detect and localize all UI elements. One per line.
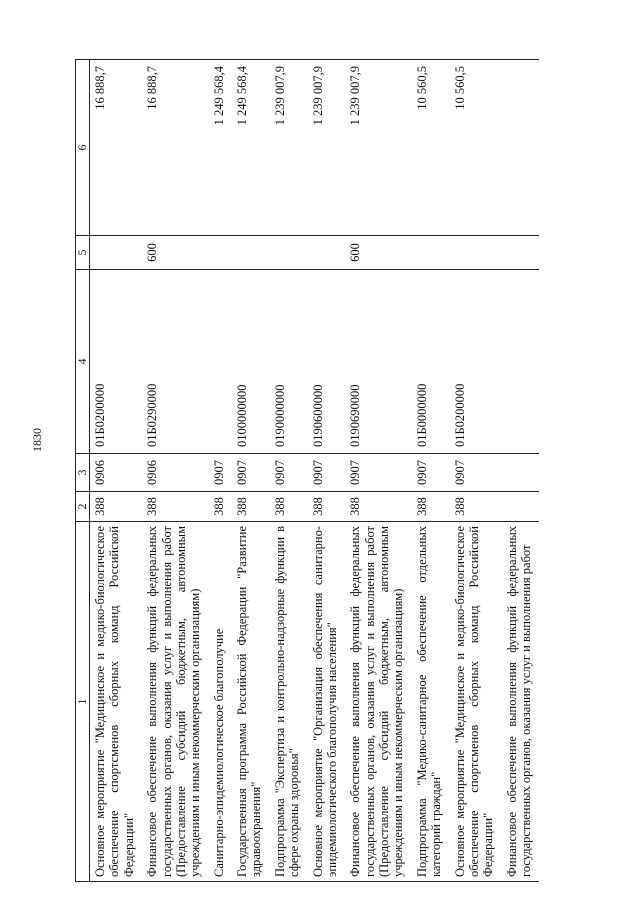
row-razdel — [502, 454, 540, 492]
row-vr — [90, 236, 143, 270]
table-row — [502, 60, 540, 882]
row-vr — [232, 236, 270, 270]
table-row — [450, 60, 502, 882]
row-ved: 388 — [412, 492, 450, 522]
row-name: Финансовое обеспечение выполнения функций федеральных государственных органов, оказания услуг и выполнения работ (Предоставление субсидий бюджетным, автономным учреждениям и иным некоммерческим организациям) — [142, 522, 209, 882]
row-csr: 0190600000 — [308, 270, 346, 454]
rotated-page-content — [75, 60, 585, 882]
column-header-5: 5 — [76, 236, 90, 270]
row-csr: 0190000000 — [270, 270, 308, 454]
column-header-6: 6 — [76, 60, 90, 236]
page-number: 1830 — [30, 428, 44, 452]
row-csr: 01Б0290000 — [142, 270, 209, 454]
row-csr: 0190690000 — [345, 270, 412, 454]
row-csr — [502, 270, 540, 454]
column-header-1: 1 — [76, 522, 90, 882]
row-ved: 388 — [232, 492, 270, 522]
table-row — [308, 60, 346, 882]
row-razdel: 0906 — [142, 454, 209, 492]
row-name: Подпрограмма "Медико-санитарное обеспечение отдельных категорий граждан" — [412, 522, 450, 882]
row-vr: 600 — [142, 236, 209, 270]
table-row — [270, 60, 308, 882]
table-body — [90, 60, 540, 882]
row-razdel: 0907 — [232, 454, 270, 492]
row-sum: 1 239 007,9 — [345, 60, 412, 236]
row-sum: 16 888,7 — [90, 60, 143, 236]
row-sum: 1 249 568,4 — [232, 60, 270, 236]
row-name: Основное мероприятие "Медицинское и медико-биологическое обеспечение спортсменов сборных команд Российской Федерации" — [450, 522, 502, 882]
row-razdel: 0907 — [308, 454, 346, 492]
table-row — [412, 60, 450, 882]
table-row — [232, 60, 270, 882]
table-row — [345, 60, 412, 882]
table-row — [142, 60, 209, 882]
row-name: Основное мероприятие "Медицинское и медико-биологическое обеспечение спортсменов сборных команд Российской Федерации" — [90, 522, 143, 882]
row-sum: 1 239 007,9 — [270, 60, 308, 236]
column-header-2: 2 — [76, 492, 90, 522]
row-sum: 1 239 007,9 — [308, 60, 346, 236]
row-vr — [308, 236, 346, 270]
row-csr: 0100000000 — [232, 270, 270, 454]
row-ved — [502, 492, 540, 522]
row-sum: 10 560,5 — [412, 60, 450, 236]
row-sum — [502, 60, 540, 236]
row-ved: 388 — [308, 492, 346, 522]
row-vr: 600 — [345, 236, 412, 270]
table-row — [209, 60, 232, 882]
row-csr: 01Б0200000 — [90, 270, 143, 454]
row-razdel: 0907 — [345, 454, 412, 492]
column-header-3: 3 — [76, 454, 90, 492]
row-ved: 388 — [345, 492, 412, 522]
row-vr — [209, 236, 232, 270]
row-sum: 1 249 568,4 — [209, 60, 232, 236]
row-name: Санитарно-эпидемиологическое благополучие — [209, 522, 232, 882]
row-ved: 388 — [270, 492, 308, 522]
row-ved: 388 — [209, 492, 232, 522]
row-vr — [270, 236, 308, 270]
table-row — [90, 60, 143, 882]
row-razdel: 0907 — [270, 454, 308, 492]
table-header — [76, 60, 90, 882]
row-razdel: 0907 — [412, 454, 450, 492]
row-razdel: 0907 — [450, 454, 502, 492]
row-name: Государственная программа Российской Федерации "Развитие здравоохранения" — [232, 522, 270, 882]
row-razdel: 0907 — [209, 454, 232, 492]
row-sum: 10 560,5 — [450, 60, 502, 236]
row-razdel: 0906 — [90, 454, 143, 492]
row-name: Подпрограмма "Экспертиза и контрольно-надзорные функции в сфере охраны здоровья" — [270, 522, 308, 882]
row-vr — [450, 236, 502, 270]
row-name: Основное мероприятие "Организация обеспечения санитарно-эпидемиологического благополучия населения" — [308, 522, 346, 882]
row-ved: 388 — [90, 492, 143, 522]
row-name: Финансовое обеспечение выполнения функций федеральных государственных органов, оказания услуг и выполнения работ (Предоставление субсидий бюджетным, автономным учреждениям и иным некоммерческим организациям) — [345, 522, 412, 882]
header-row — [76, 60, 90, 882]
row-sum: 16 888,7 — [142, 60, 209, 236]
row-csr: 01Б0000000 — [412, 270, 450, 454]
row-csr: 01Б0200000 — [450, 270, 502, 454]
row-csr — [209, 270, 232, 454]
row-vr — [412, 236, 450, 270]
budget-table — [75, 59, 539, 882]
column-header-4: 4 — [76, 270, 90, 454]
row-vr — [502, 236, 540, 270]
row-ved: 388 — [142, 492, 209, 522]
row-ved: 388 — [450, 492, 502, 522]
row-name: Финансовое обеспечение выполнения функций федеральных государственных органов, оказания услуг и выполнения работ — [502, 522, 540, 882]
